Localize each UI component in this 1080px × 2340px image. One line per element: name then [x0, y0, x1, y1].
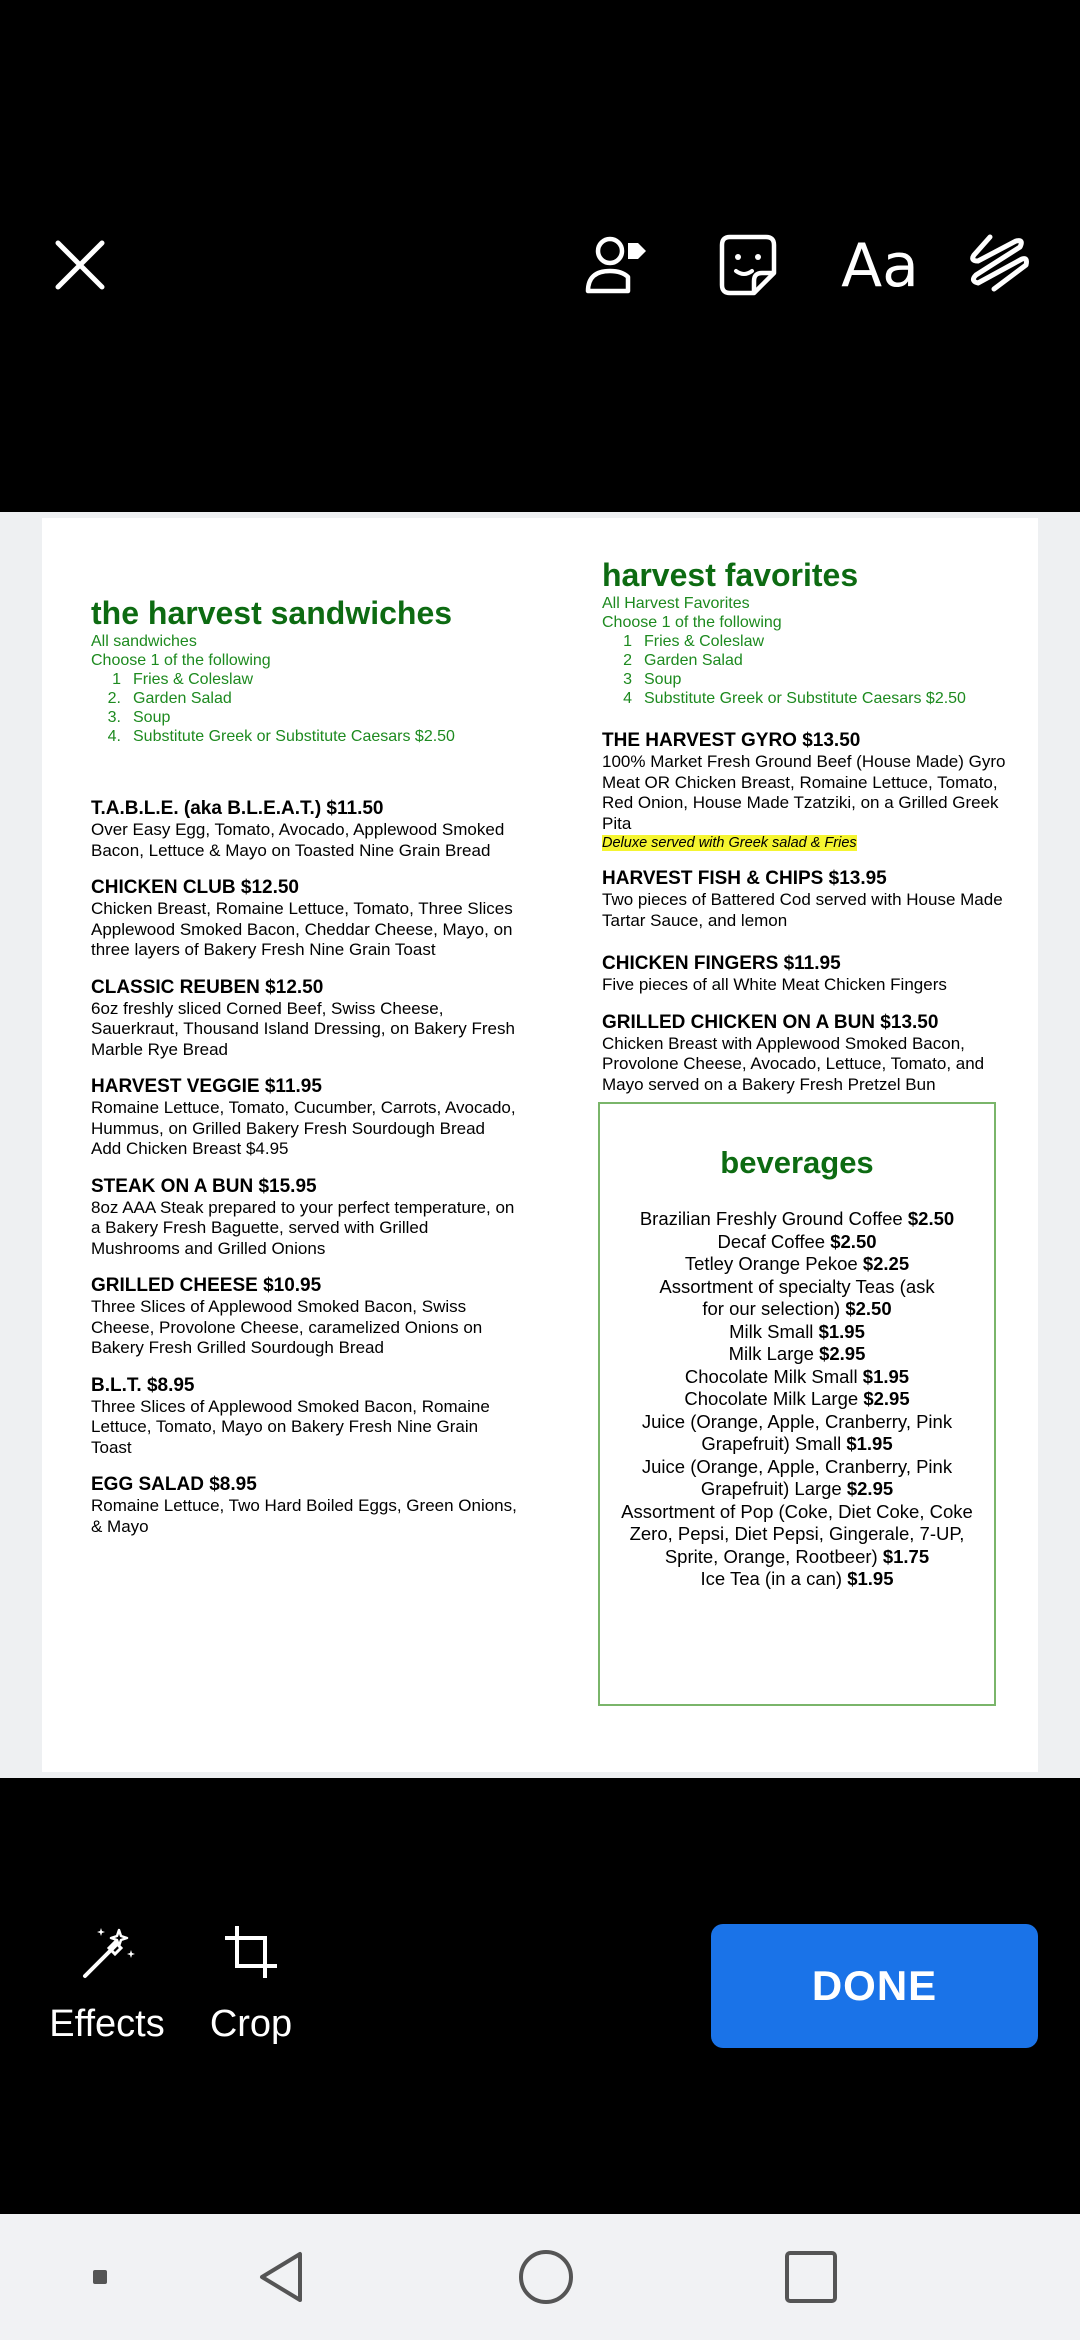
- option-num: 2.: [107, 690, 121, 707]
- close-icon[interactable]: [40, 225, 120, 305]
- option-item: [602, 632, 1022, 651]
- item-name: GRILLED CHEESE $10.95: [91, 1275, 322, 1296]
- sticker-icon[interactable]: [708, 225, 788, 305]
- beverage-item: [608, 1343, 986, 1366]
- beverage-item: [608, 1366, 986, 1389]
- back-icon[interactable]: [250, 2244, 316, 2310]
- sandwiches-section: [91, 594, 521, 1537]
- draw-icon[interactable]: [960, 225, 1040, 305]
- text-icon[interactable]: Aa: [841, 231, 919, 301]
- beverages-box: [598, 1102, 996, 1706]
- item-desc: Over Easy Egg, Tomato, Avocado, Applewood Smoked Bacon, Lettuce & Mayo on Toasted Nine Grain Bread: [91, 820, 505, 860]
- item-desc: 8oz AAA Steak prepared to your perfect temperature, on a Bakery Fresh Baguette, served with Grilled Mushrooms and Grilled Onions: [91, 1197, 515, 1258]
- side-options: [91, 670, 521, 746]
- beverage-price: $2.25: [862, 1253, 910, 1274]
- home-icon[interactable]: [513, 2244, 579, 2310]
- item-desc: Romaine Lettuce, Two Hard Boiled Eggs, Green Onions, & Mayo: [91, 1496, 517, 1536]
- item-desc: Three Slices of Applewood Smoked Bacon, Swiss Cheese, Provolone Cheese, caramelized Onions on Bakery Fresh Grilled Sourdough Bread: [91, 1297, 483, 1357]
- item-name: T.A.B.L.E. (aka B.L.E.A.T.) $11.50: [91, 798, 384, 819]
- highlighted-note: Deluxe served with Greek salad & Fries: [602, 835, 857, 851]
- beverage-item: [608, 1231, 986, 1254]
- item-name: HARVEST VEGGIE $11.95: [91, 1076, 322, 1097]
- item-desc: 100% Market Fresh Ground Beef (House Made) Gyro Meat OR Chicken Breast, Romaine Lettuce, Tomato, Red Onion, House Made Tzatziki, on a Grilled Greek Pita: [602, 752, 1006, 833]
- item-name: B.L.T. $8.95: [91, 1374, 195, 1396]
- beverage-label: Chocolate Milk Small: [684, 1365, 858, 1387]
- item-name: CHICKEN FINGERS $11.95: [602, 953, 841, 974]
- option-item: [602, 689, 1022, 708]
- item-desc: Chicken Breast, Romaine Lettuce, Tomato, Three Slices Applewood Smoked Bacon, Cheddar Cheese, Mayo, on three layers of Bakery Fresh Nine Grain Toast: [91, 899, 513, 959]
- editor-toolbar: [0, 0, 1080, 512]
- beverage-label: Juice (Orange, Apple, Cranberry, Pink Grapefruit) Small: [641, 1410, 953, 1454]
- item-name: GRILLED CHICKEN ON A BUN $13.50: [602, 1011, 939, 1033]
- magic-wand-icon: [75, 1920, 139, 1984]
- option-label: Garden Salad: [644, 652, 743, 669]
- beverage-label: Juice (Orange, Apple, Cranberry, Pink Grapefruit) Large: [641, 1455, 953, 1499]
- beverage-price: $1.95: [862, 1365, 910, 1387]
- option-num: 3: [623, 671, 632, 688]
- menu-item: [91, 877, 521, 961]
- option-label: Fries & Coleslaw: [644, 633, 765, 650]
- option-item: [602, 651, 1022, 670]
- beverage-item: [608, 1501, 986, 1569]
- beverage-price: $2.50: [845, 1298, 892, 1319]
- menu-item: [602, 953, 1022, 996]
- option-num: 1: [112, 671, 121, 688]
- beverage-label: Ice Tea (in a can): [700, 1568, 843, 1589]
- option-item: [91, 708, 521, 727]
- beverage-label: Chocolate Milk Large: [684, 1388, 859, 1409]
- beverage-item: [608, 1208, 986, 1231]
- beverage-item: [608, 1411, 986, 1456]
- section-title: the harvest sandwiches: [91, 595, 453, 631]
- menu-item: [91, 1375, 521, 1459]
- system-nav-bar: [0, 2214, 1080, 2340]
- side-options: [602, 632, 1022, 708]
- section-note: Choose 1 of the following: [91, 652, 271, 669]
- crop-icon: [219, 1920, 283, 1984]
- beverage-price: $2.50: [830, 1230, 877, 1252]
- option-item: [91, 727, 521, 746]
- menu-item: [91, 1176, 521, 1260]
- item-extra: Add Chicken Breast $4.95: [91, 1139, 289, 1158]
- beverage-price: $2.50: [907, 1208, 955, 1229]
- beverage-price: $1.95: [818, 1320, 865, 1342]
- beverage-item: [608, 1388, 986, 1411]
- beverage-item: [608, 1456, 986, 1501]
- beverage-item: [608, 1568, 986, 1591]
- item-name: STEAK ON A BUN $15.95: [91, 1175, 317, 1197]
- favorites-section: [602, 556, 1022, 1095]
- beverage-price: $2.95: [863, 1388, 910, 1409]
- beverage-price: $1.75: [882, 1545, 930, 1567]
- menu-page: [42, 518, 1038, 1772]
- item-desc: Three Slices of Applewood Smoked Bacon, Romaine Lettuce, Tomato, Mayo on Bakery Fresh Nine Grain Toast: [91, 1396, 490, 1457]
- beverage-label: Milk Large: [728, 1343, 814, 1364]
- item-name: CHICKEN CLUB $12.50: [91, 877, 299, 898]
- option-label: Soup: [644, 671, 682, 688]
- section-note: Choose 1 of the following: [602, 614, 782, 631]
- section-title: harvest favorites: [602, 557, 859, 593]
- beverage-item: [608, 1276, 986, 1321]
- crop-button[interactable]: [196, 1920, 306, 2046]
- option-item: [602, 670, 1022, 689]
- crop-label: Crop: [209, 2003, 293, 2045]
- effects-button[interactable]: [42, 1920, 172, 2046]
- item-desc: 6oz freshly sliced Corned Beef, Swiss Cheese, Sauerkraut, Thousand Island Dressing, on Bakery Fresh Marble Rye Bread: [91, 998, 515, 1059]
- beverage-label: Brazilian Freshly Ground Coffee: [639, 1208, 903, 1229]
- option-item: [91, 689, 521, 708]
- menu-item: [602, 1012, 1022, 1096]
- item-name: CLASSIC REUBEN $12.50: [91, 976, 324, 998]
- option-num: 4: [623, 690, 632, 707]
- section-note: All Harvest Favorites: [602, 595, 750, 612]
- item-desc: Romaine Lettuce, Tomato, Cucumber, Carrots, Avocado, Hummus, on Grilled Bakery Fresh Sourdough Bread: [91, 1098, 516, 1138]
- beverage-item: [608, 1321, 986, 1344]
- tag-person-icon[interactable]: [576, 225, 656, 305]
- beverage-label: Tetley Orange Pekoe: [684, 1253, 858, 1274]
- option-item: [91, 670, 521, 689]
- option-num: 2: [623, 652, 632, 669]
- done-button[interactable]: DONE: [711, 1924, 1038, 2048]
- option-num: 3.: [107, 709, 121, 726]
- menu-item: [91, 1275, 521, 1359]
- menu-item: [602, 868, 1022, 931]
- option-num: 1: [623, 633, 632, 650]
- beverage-price: $1.95: [847, 1568, 894, 1589]
- beverage-label: Decaf Coffee: [717, 1230, 826, 1252]
- menu-item: [91, 977, 521, 1061]
- beverage-price: $1.95: [846, 1433, 893, 1454]
- option-num: 4.: [107, 728, 121, 745]
- option-label: Fries & Coleslaw: [133, 671, 254, 688]
- menu-item: [91, 1474, 521, 1537]
- item-name: HARVEST FISH & CHIPS $13.95: [602, 868, 887, 889]
- beverage-price: $2.95: [819, 1343, 866, 1364]
- option-label: Substitute Greek or Substitute Caesars $2.50: [133, 728, 455, 745]
- effects-label: Effects: [49, 2003, 165, 2045]
- beverage-label: Milk Small: [729, 1320, 814, 1342]
- beverage-list: [600, 1208, 994, 1591]
- item-name: THE HARVEST GYRO $13.50: [602, 730, 861, 751]
- section-note: All sandwiches: [91, 633, 197, 650]
- beverage-price: $2.95: [846, 1478, 894, 1499]
- option-label: Garden Salad: [133, 690, 232, 707]
- menu-dot-icon[interactable]: [67, 2244, 133, 2310]
- item-desc: Chicken Breast with Applewood Smoked Bacon, Provolone Cheese, Avocado, Lettuce, Tomato, and Mayo served on a Bakery Fresh Pretzel Bun: [602, 1033, 985, 1094]
- beverage-item: [608, 1253, 986, 1276]
- item-desc: Five pieces of all White Meat Chicken Fingers: [602, 975, 947, 994]
- beverage-label: Assortment of specialty Teas (ask for our selection): [659, 1275, 935, 1319]
- photo-canvas[interactable]: [0, 512, 1080, 1778]
- editor-actions: [0, 1778, 1080, 2214]
- menu-item: [91, 1076, 521, 1160]
- beverage-label: Assortment of Pop (Coke, Diet Coke, Coke Zero, Pepsi, Diet Pepsi, Gingerale, 7-UP, Sprite, Orange, Rootbeer): [621, 1500, 973, 1567]
- option-label: Soup: [133, 709, 171, 726]
- menu-item: [91, 798, 521, 861]
- recents-icon[interactable]: [778, 2244, 844, 2310]
- option-label: Substitute Greek or Substitute Caesars $2.50: [644, 690, 966, 707]
- menu-item: [602, 730, 1022, 852]
- section-title: beverages: [720, 1145, 874, 1180]
- item-name: EGG SALAD $8.95: [91, 1474, 257, 1495]
- item-desc: Two pieces of Battered Cod served with House Made Tartar Sauce, and lemon: [602, 890, 1003, 930]
